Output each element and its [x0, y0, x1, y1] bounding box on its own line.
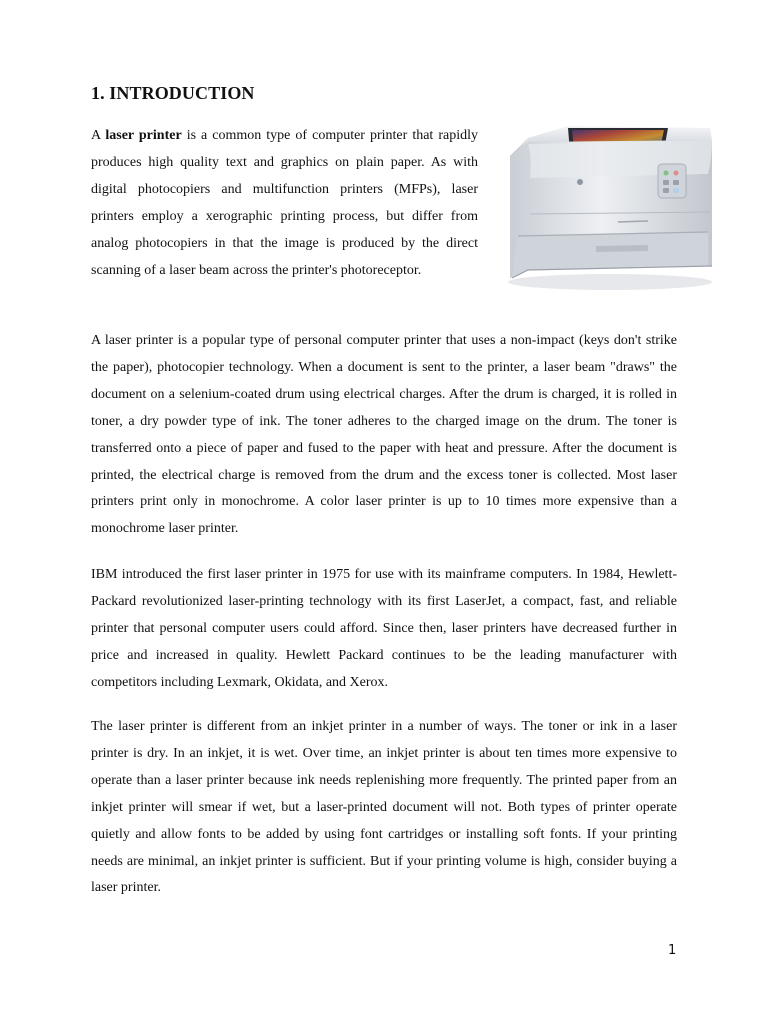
laser-printer-icon — [498, 118, 720, 294]
paragraph-technology: A laser printer is a popular type of personal computer printer that uses a non-impact (keys don't strike the paper), photocopier technology. When a document is sent to the printer, a laser beam "draws" the document on a selenium-coated drum using electrical charges. After the drum is charged, it is rolled in toner, a dry powder type of ink. The toner adheres to the charged image on the drum. The toner is transferred onto a piece of paper and fused to the paper with heat and pressure. After the document is printed, the electrical charge is removed from the drum and the excess toner is collected. Most laser printers print only in monochrome. A color laser printer is up to 10 times more expensive than a monochrome laser printer. — [91, 333, 677, 537]
intro-lead: A — [91, 128, 106, 143]
page-number: 1 — [668, 943, 677, 958]
laser-printer-term: laser printer — [105, 128, 182, 143]
paragraph-comparison: The laser printer is different from an inkjet printer in a number of ways. The toner or ink in a laser printer is dry. In an inkjet, it is wet. Over time, an inkjet printer is about ten times more expensive to operate than a laser printer because ink needs replenishing more frequently. The printed paper from an inkjet printer will smear if wet, but a laser-printed document will not. Both types of printer operate quietly and allow fonts to be added by using font cartridges or installing soft fonts. If your printing needs are minimal, an inkjet printer is sufficient. But if your printing volume is high, consider buying a laser printer. — [91, 719, 677, 896]
laser-printer-image — [498, 118, 720, 294]
section-heading: 1. INTRODUCTION — [91, 83, 255, 103]
intro-paragraph — [91, 123, 478, 284]
intro-rest: is a common type of computer printer that rapidly produces high quality text and graphics on plain paper. As with digital photocopiers and multifunction printers (MFPs), laser printers employ a xerographic printing process, but differ from analog photocopiers in that the image is produced by the direct scanning of a laser beam across the printer's photoreceptor. — [91, 128, 478, 278]
paragraph-history: IBM introduced the first laser printer in 1975 for use with its mainframe computers. In 1984, Hewlett-Packard revolutionized laser-printing technology with its first LaserJet, a compact, fast, and reliable printer that personal computer users could afford. Since then, laser printers have decreased further in price and increased in quality. Hewlett Packard continues to be the leading manufacturer with competitors including Lexmark, Okidata, and Xerox. — [91, 567, 677, 690]
